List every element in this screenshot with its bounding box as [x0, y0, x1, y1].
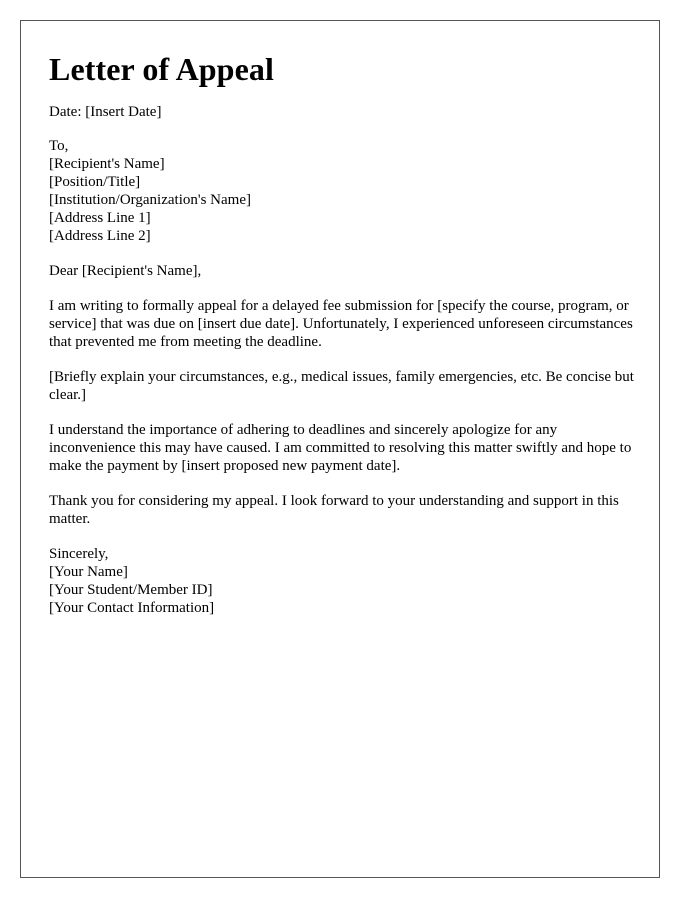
body-paragraph-1: I am writing to formally appeal for a delayed fee submission for [specify the course, program, or service] that was due on [insert due date]. Unfortunately, I experienced unforeseen circumstances that prevented me from meeting the deadline.	[49, 298, 633, 350]
sign-off: Sincerely,	[49, 546, 109, 562]
salutation: Dear [Recipient's Name],	[49, 263, 202, 279]
recipient-to: To,	[49, 138, 69, 154]
letter-page	[20, 20, 660, 878]
letter-content	[49, 49, 639, 617]
letter-title: Letter of Appeal	[49, 51, 274, 87]
signer-id: [Your Student/Member ID]	[49, 582, 213, 598]
signer-contact: [Your Contact Information]	[49, 600, 215, 616]
body-paragraph-4: Thank you for considering my appeal. I look forward to your understanding and support in this matter.	[49, 493, 619, 527]
recipient-address-line-1: [Address Line 1]	[49, 210, 151, 226]
recipient-name: [Recipient's Name]	[49, 156, 165, 172]
recipient-position: [Position/Title]	[49, 174, 141, 190]
closing-block	[49, 545, 639, 617]
body-paragraph-2: [Briefly explain your circumstances, e.g., medical issues, family emergencies, etc. Be concise but clear.]	[49, 369, 634, 403]
body-paragraph-3: I understand the importance of adhering to deadlines and sincerely apologize for any inconvenience this may have caused. I am committed to resolving this matter swiftly and hope to make the payment by [insert proposed new payment date].	[49, 422, 632, 474]
signer-name: [Your Name]	[49, 564, 128, 580]
recipient-block	[49, 137, 639, 245]
date-line: Date: [Insert Date]	[49, 104, 162, 120]
recipient-address-line-2: [Address Line 2]	[49, 228, 151, 244]
recipient-institution: [Institution/Organization's Name]	[49, 192, 251, 208]
